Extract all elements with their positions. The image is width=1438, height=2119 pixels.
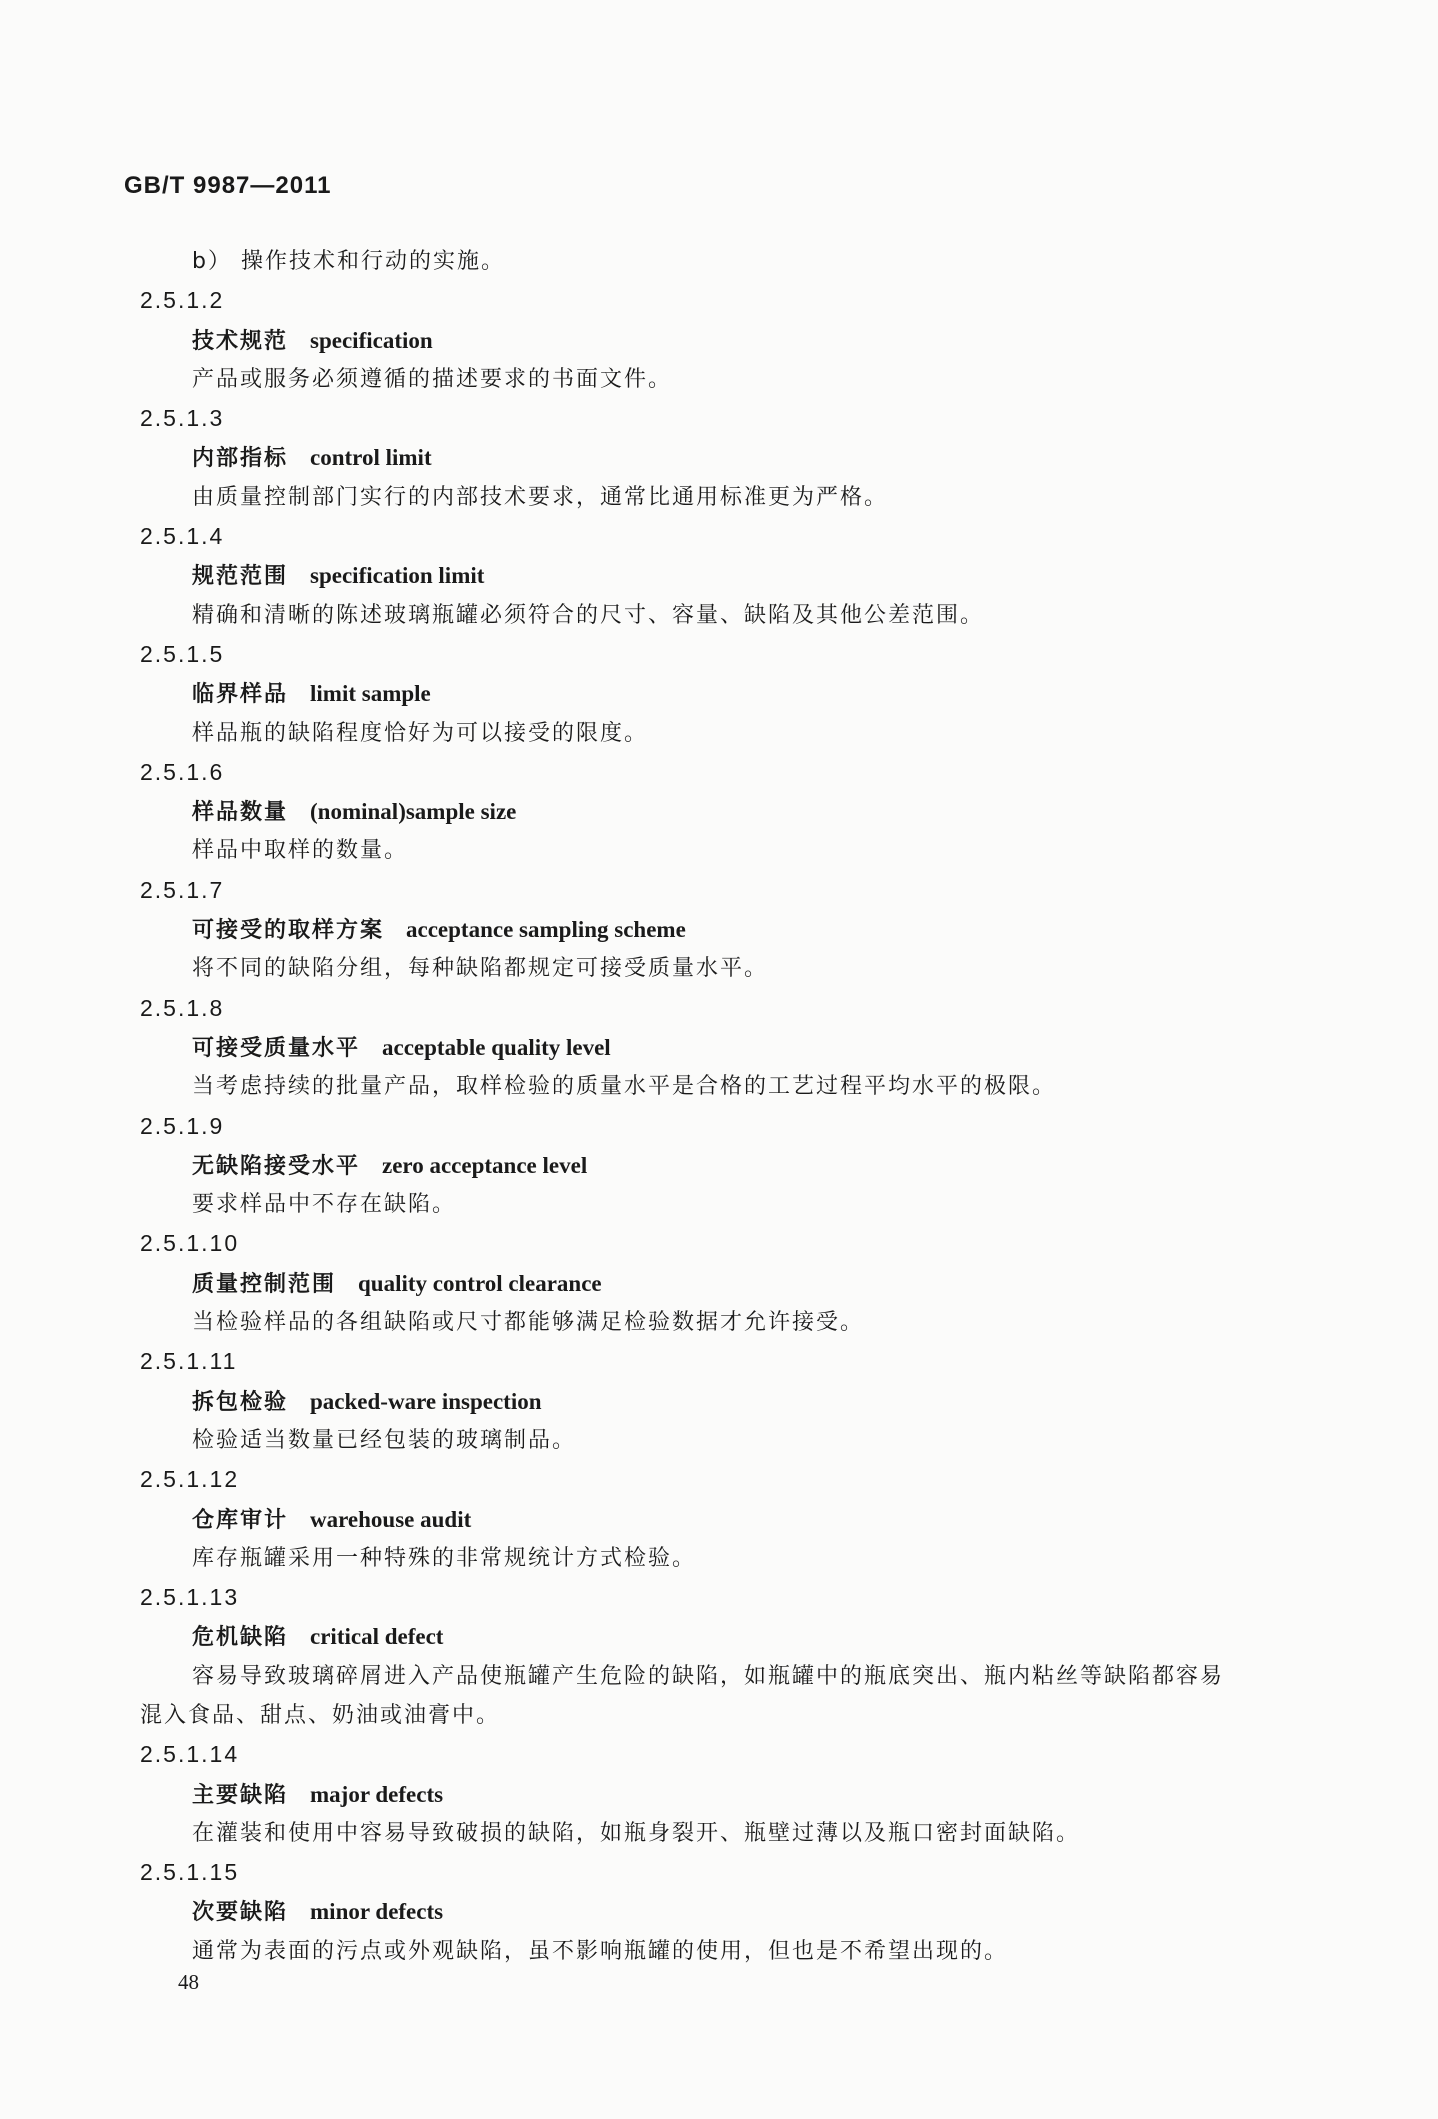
term-title xyxy=(140,674,1340,713)
term-chinese: 技术规范 xyxy=(192,328,289,354)
term-title xyxy=(140,1500,1340,1539)
term-title xyxy=(140,1028,1340,1067)
term-english: specification xyxy=(310,327,433,353)
term-number: 2.5.1.7 xyxy=(140,876,225,903)
term-number: 2.5.1.6 xyxy=(140,758,225,785)
term-definition: 将不同的缺陷分组，每种缺陷都规定可接受质量水平。 xyxy=(192,956,769,982)
term-number: 2.5.1.10 xyxy=(140,1230,240,1257)
term-english: limit sample xyxy=(310,681,431,707)
term-title xyxy=(140,792,1340,831)
term-number: 2.5.1.12 xyxy=(140,1466,240,1493)
term-title xyxy=(140,910,1340,949)
terms-content xyxy=(140,242,1340,1971)
term-number: 2.5.1.2 xyxy=(140,287,225,314)
term-title xyxy=(140,1617,1340,1656)
term-english: (nominal)sample size xyxy=(310,799,517,825)
term-chinese: 次要缺陷 xyxy=(192,1900,289,1926)
term-title xyxy=(140,1892,1340,1931)
term-definition: 在灌装和使用中容易导致破损的缺陷，如瓶身裂开、瓶壁过薄以及瓶口密封面缺陷。 xyxy=(192,1820,1081,1846)
term-title xyxy=(140,1146,1340,1185)
term-english: acceptance sampling scheme xyxy=(406,917,686,943)
term-chinese: 临界样品 xyxy=(192,682,289,708)
term-definition: 样品中取样的数量。 xyxy=(192,838,409,864)
term-english: critical defect xyxy=(310,1624,444,1650)
term-english: specification limit xyxy=(310,563,485,589)
term-english: acceptable quality level xyxy=(382,1034,611,1060)
term-number: 2.5.1.5 xyxy=(140,640,225,667)
term-english: quality control clearance xyxy=(358,1270,602,1296)
term-chinese: 仓库审计 xyxy=(192,1507,289,1533)
term-english: major defects xyxy=(310,1781,444,1807)
page-number: 48 xyxy=(178,1970,199,1994)
term-english: minor defects xyxy=(310,1899,444,1925)
term-number: 2.5.1.3 xyxy=(140,405,225,432)
term-definition: 产品或服务必须遵循的描述要求的书面文件。 xyxy=(192,366,673,392)
term-number: 2.5.1.11 xyxy=(140,1348,238,1375)
term-definition: 库存瓶罐采用一种特殊的非常规统计方式检验。 xyxy=(192,1545,697,1571)
term-chinese: 样品数量 xyxy=(192,800,289,826)
term-definition: 要求样品中不存在缺陷。 xyxy=(192,1192,457,1218)
term-number: 2.5.1.15 xyxy=(140,1859,240,1886)
term-english: zero acceptance level xyxy=(382,1152,588,1178)
term-title xyxy=(140,1775,1340,1814)
term-number: 2.5.1.8 xyxy=(140,994,225,1021)
term-chinese: 无缺陷接受水平 xyxy=(192,1153,361,1179)
term-english: control limit xyxy=(310,445,432,471)
term-definition: 当考虑持续的批量产品，取样检验的质量水平是合格的工艺过程平均水平的极限。 xyxy=(192,1074,1057,1100)
term-definition: 通常为表面的污点或外观缺陷，虽不影响瓶罐的使用，但也是不希望出现的。 xyxy=(192,1938,1009,1964)
term-title xyxy=(140,1382,1340,1421)
term-chinese: 质量控制范围 xyxy=(192,1271,337,1297)
term-title xyxy=(140,556,1340,595)
term-number: 2.5.1.4 xyxy=(140,523,225,550)
term-definition: 容易导致玻璃碎屑进入产品使瓶罐产生危险的缺陷，如瓶罐中的瓶底突出、瓶内粘丝等缺陷都容易 xyxy=(192,1663,1225,1689)
term-chinese: 拆包检验 xyxy=(192,1389,289,1415)
term-definition: 检验适当数量已经包装的玻璃制品。 xyxy=(192,1427,577,1453)
term-title xyxy=(140,321,1340,360)
intro-list-item: b） 操作技术和行动的实施。 xyxy=(192,249,505,274)
term-definition: 由质量控制部门实行的内部技术要求，通常比通用标准更为严格。 xyxy=(192,484,889,510)
standard-code-header: GB/T 9987—2011 xyxy=(124,172,332,199)
term-number: 2.5.1.14 xyxy=(140,1741,240,1768)
term-number: 2.5.1.9 xyxy=(140,1112,225,1139)
term-definition: 精确和清晰的陈述玻璃瓶罐必须符合的尺寸、容量、缺陷及其他公差范围。 xyxy=(192,602,985,628)
term-definition: 当检验样品的各组缺陷或尺寸都能够满足检验数据才允许接受。 xyxy=(192,1310,865,1336)
term-english: packed-ware inspection xyxy=(310,1388,542,1414)
term-chinese: 危机缺陷 xyxy=(192,1625,289,1651)
term-english: warehouse audit xyxy=(310,1506,472,1532)
term-title xyxy=(140,438,1340,477)
term-chinese: 内部指标 xyxy=(192,446,289,472)
term-chinese: 主要缺陷 xyxy=(192,1782,289,1808)
term-definition: 样品瓶的缺陷程度恰好为可以接受的限度。 xyxy=(192,720,649,746)
term-title xyxy=(140,1264,1340,1303)
term-chinese: 规范范围 xyxy=(192,564,289,590)
term-definition: 混入食品、甜点、奶油或油膏中。 xyxy=(140,1702,501,1728)
term-chinese: 可接受质量水平 xyxy=(192,1035,361,1061)
term-number: 2.5.1.13 xyxy=(140,1584,240,1611)
term-chinese: 可接受的取样方案 xyxy=(192,918,385,944)
